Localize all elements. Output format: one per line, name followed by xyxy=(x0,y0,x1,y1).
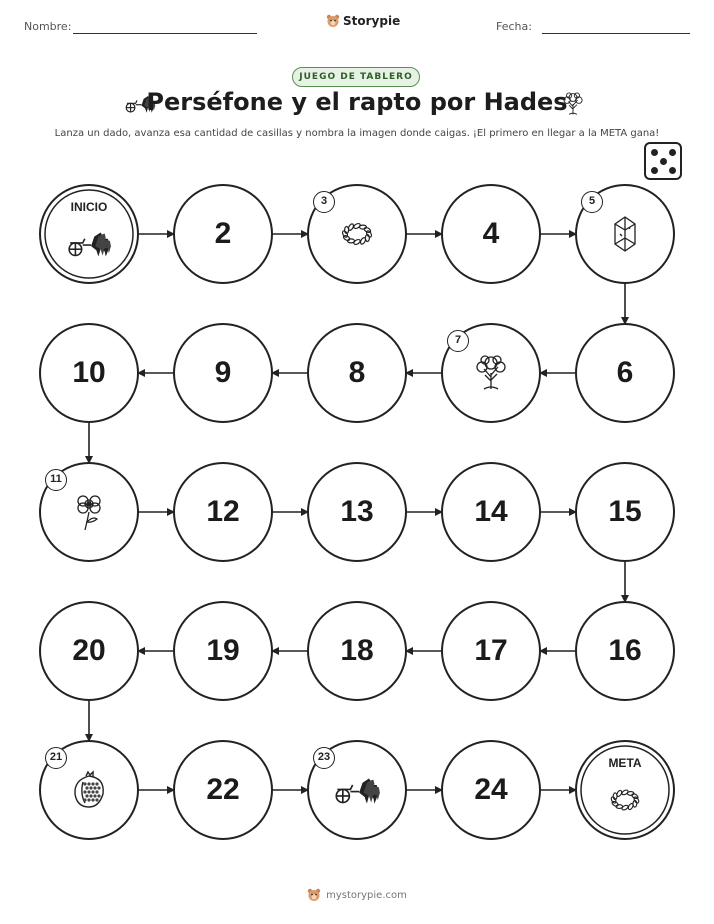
chariot-icon xyxy=(333,776,381,809)
space-number-badge: 5 xyxy=(581,191,603,213)
space-number: 16 xyxy=(608,634,642,667)
game-type-badge: JUEGO DE TABLERO xyxy=(292,67,420,87)
space-number: 18 xyxy=(340,634,374,667)
brand-name: Storypie xyxy=(343,14,401,28)
space-number-badge: 7 xyxy=(447,330,469,352)
space-number: 9 xyxy=(214,356,232,389)
space-number: 6 xyxy=(616,356,634,389)
space-number: 13 xyxy=(340,495,374,528)
name-label: Nombre: xyxy=(24,20,72,33)
laurel-wreath-icon xyxy=(606,781,644,823)
space-number: 10 xyxy=(72,356,106,389)
finish-label: META xyxy=(608,756,642,770)
crystal-icon xyxy=(605,214,645,258)
pomegranate-icon xyxy=(69,770,109,814)
space-number-badge: 11 xyxy=(45,469,67,491)
date-label: Fecha: xyxy=(496,20,532,33)
page-title: Perséfone y el rapto por Hades xyxy=(146,88,568,116)
space-number: 22 xyxy=(206,773,240,806)
bear-icon xyxy=(307,888,321,902)
instructions: Lanza un dado, avanza esa cantidad de casillas y nombra la imagen donde caigas. ¡El primero en llegar a la META gana! xyxy=(54,128,660,139)
laurel-wreath-icon xyxy=(337,214,377,258)
space-number: 20 xyxy=(72,634,106,667)
space-number: 12 xyxy=(206,495,240,528)
space-number: 8 xyxy=(348,356,366,389)
space-number: 2 xyxy=(214,217,232,250)
footer xyxy=(0,888,714,902)
space-number: 24 xyxy=(474,773,508,806)
space-number: 15 xyxy=(608,495,642,528)
space-number-badge: 3 xyxy=(313,191,335,213)
space-number: 14 xyxy=(474,495,508,528)
space-number-badge: 23 xyxy=(313,747,335,769)
space-number: 19 xyxy=(206,634,240,667)
space-number-badge: 21 xyxy=(45,747,67,769)
chariot-icon xyxy=(66,230,112,262)
space-number: 17 xyxy=(474,634,508,667)
start-label: INICIO xyxy=(70,200,108,214)
flower-icon xyxy=(69,492,109,536)
tree-icon xyxy=(471,353,511,397)
space-number: 4 xyxy=(482,217,500,250)
footer-url: mystorypie.com xyxy=(326,889,407,901)
